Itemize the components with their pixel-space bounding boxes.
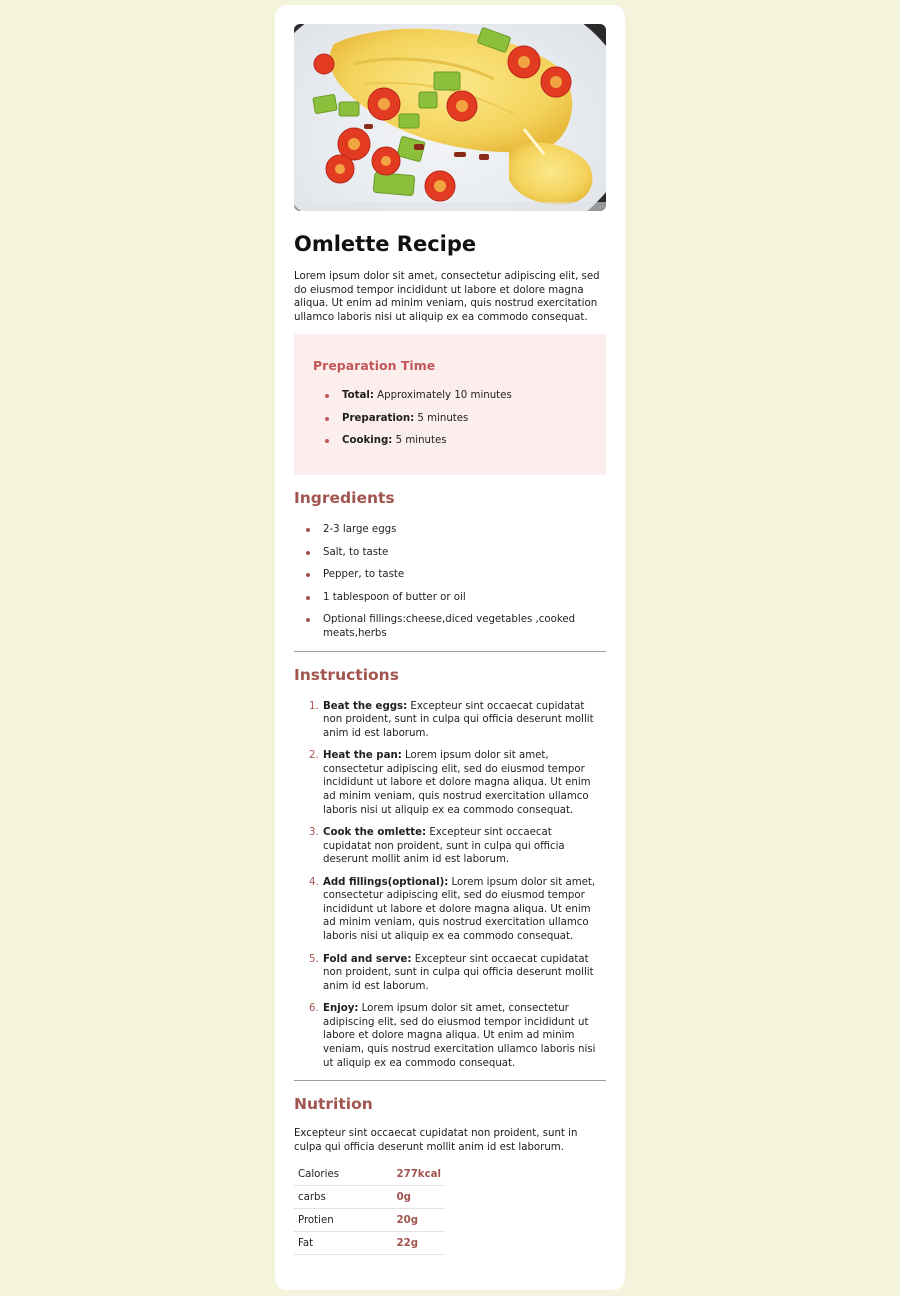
ingredients-list	[294, 523, 606, 640]
nutrient-name: carbs	[294, 1186, 393, 1209]
bullet-icon	[306, 596, 310, 600]
bullet-icon	[325, 439, 329, 443]
step-number: 1.	[309, 700, 319, 712]
step-label: Enjoy:	[323, 1003, 359, 1015]
ingredient-text: 2-3 large eggs	[323, 524, 397, 536]
bullet-icon	[306, 573, 310, 577]
table-row	[294, 1232, 445, 1255]
table-row	[294, 1163, 445, 1186]
list-item	[306, 568, 606, 582]
list-item	[306, 523, 606, 537]
list-item	[306, 700, 606, 741]
list-item	[306, 826, 606, 867]
nutrient-value: 20g	[393, 1209, 445, 1232]
step-number: 5.	[309, 953, 319, 965]
ingredients-section	[294, 488, 606, 640]
preparation-label: Preparation:	[342, 412, 415, 424]
step-number: 4.	[309, 876, 319, 888]
preparation-value: 5 minutes	[414, 412, 469, 424]
nutrient-name: Calories	[294, 1163, 393, 1186]
bullet-icon	[306, 528, 310, 532]
nutrition-table	[294, 1163, 445, 1255]
table-row	[294, 1186, 445, 1209]
step-label: Beat the eggs:	[323, 700, 408, 712]
recipe-card	[275, 5, 625, 1290]
bullet-icon	[306, 618, 310, 622]
bullet-icon	[325, 417, 329, 421]
ingredient-text: Pepper, to taste	[323, 569, 405, 581]
preparation-item-cooking	[325, 434, 587, 457]
step-text: Lorem ipsum dolor sit amet, consectetur adipiscing elit, sed do eiusmod tempor incididunt ut labore et dolore magna aliqua. Ut enim ad minim veniam, quis nostrud exercitation ullamco laboris nisi ut aliquip ex ea commodo consequat.	[323, 876, 596, 943]
step-label: Fold and serve:	[323, 953, 412, 965]
step-text: Excepteur sint occaecat cupidatat non proident, sunt in culpa qui officia deserunt mollit anim id est laborum.	[323, 700, 594, 739]
instructions-section	[294, 665, 606, 1071]
instructions-list	[294, 700, 606, 1071]
preparation-label: Cooking:	[342, 435, 393, 447]
ingredients-heading: Ingredients	[294, 489, 395, 508]
bullet-icon	[306, 551, 310, 555]
nutrition-heading: Nutrition	[294, 1095, 373, 1114]
nutrition-section	[294, 1094, 606, 1255]
list-item	[306, 546, 606, 560]
step-label: Heat the pan:	[323, 750, 402, 762]
nutrient-value: 0g	[393, 1186, 445, 1209]
preparation-label: Total:	[342, 390, 374, 402]
step-text: Excepteur sint occaecat cupidatat non proident, sunt in culpa qui officia deserunt mollit anim id est laborum.	[323, 827, 565, 866]
nutrient-value: 22g	[393, 1232, 445, 1255]
table-row	[294, 1209, 445, 1232]
preparation-value: 5 minutes	[392, 435, 447, 447]
nutrition-intro: Excepteur sint occaecat cupidatat non proident, sunt in culpa qui officia deserunt mollit anim id est laborum.	[294, 1128, 578, 1153]
preparation-heading: Preparation Time	[313, 358, 436, 374]
step-text: Lorem ipsum dolor sit amet, consectetur adipiscing elit, sed do eiusmod tempor incididunt ut labore et dolore magna aliqua. Ut enim ad minim veniam, quis nostrud exercitation ullamco laboris nisi ut aliquip ex ea commodo consequat.	[323, 750, 591, 816]
ingredient-text: Optional fillings:cheese,diced vegetables ,cooked meats,herbs	[323, 614, 576, 639]
nutrient-name: Fat	[294, 1232, 393, 1255]
step-number: 2.	[309, 750, 319, 762]
bullet-icon	[325, 394, 329, 398]
nutrient-name: Protien	[294, 1209, 393, 1232]
list-item	[306, 591, 606, 605]
step-label: Add fillings(optional):	[323, 876, 449, 888]
step-number: 6.	[309, 1003, 319, 1015]
step-text: Lorem ipsum dolor sit amet, consectetur adipiscing elit, sed do eiusmod tempor incididunt ut labore et dolore magna aliqua. Ut enim ad minim veniam, quis nostrud exercitation ullamco laboris nisi ut aliquip ex ea commodo consequat.	[323, 1003, 596, 1069]
list-item	[306, 749, 606, 817]
preparation-item-preparation	[325, 412, 587, 435]
step-text: Excepteur sint occaecat cupidatat non proident, sunt in culpa qui officia deserunt mollit anim id est laborum.	[323, 953, 594, 992]
step-label: Cook the omlette:	[323, 827, 427, 839]
instructions-heading: Instructions	[294, 665, 399, 684]
list-item	[306, 876, 606, 944]
page-title: Omlette Recipe	[294, 232, 477, 256]
preparation-time-box	[294, 334, 606, 475]
ingredient-text: 1 tablespoon of butter or oil	[323, 591, 466, 603]
nutrient-value: 277kcal	[393, 1163, 445, 1186]
list-item	[306, 1002, 606, 1070]
preparation-item-total	[325, 389, 587, 412]
omelette-photo	[294, 24, 606, 211]
section-divider	[294, 1080, 606, 1081]
preparation-value: Approximately 10 minutes	[373, 390, 512, 402]
ingredient-text: Salt, to taste	[323, 546, 389, 558]
recipe-intro: Lorem ipsum dolor sit amet, consectetur adipiscing elit, sed do eiusmod tempor incididunt ut labore et dolore magna aliqua. Ut enim ad minim veniam, quis nostrud exercitation ullamco laboris nisi ut aliquip ex ea commodo consequat.	[294, 271, 600, 323]
step-number: 3.	[309, 827, 319, 839]
section-divider	[294, 651, 606, 652]
preparation-list	[313, 389, 587, 457]
list-item	[306, 953, 606, 994]
list-item	[306, 613, 606, 640]
